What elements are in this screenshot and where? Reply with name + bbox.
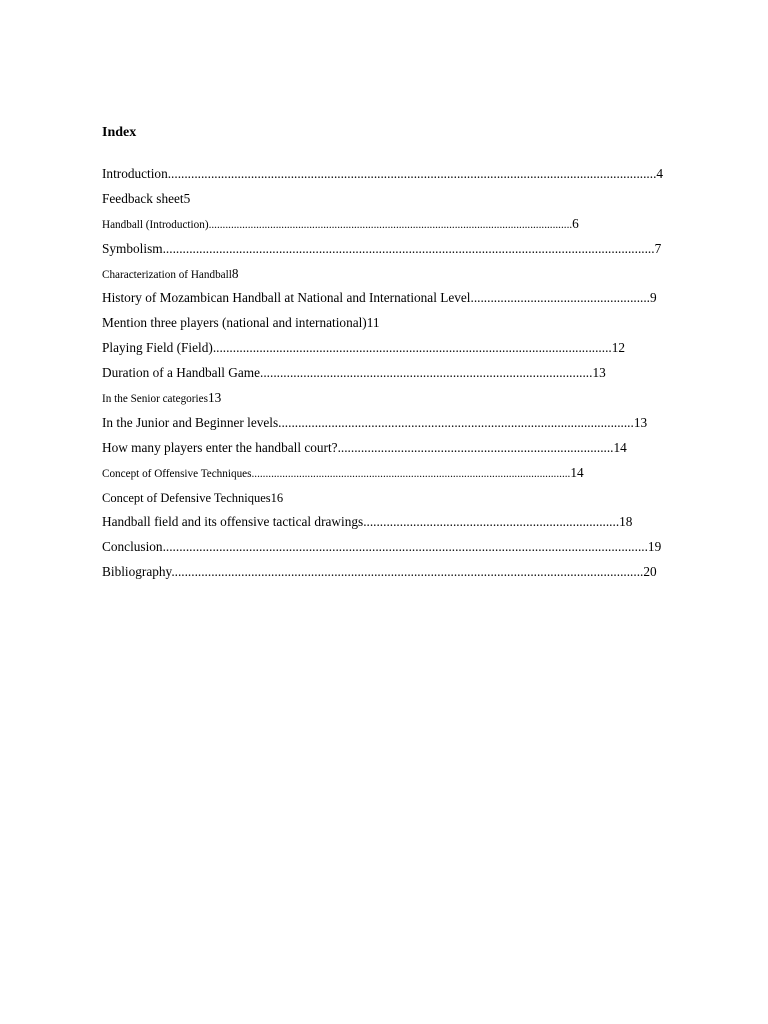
toc-entry [102,363,722,388]
toc-entry-title: In the Junior and Beginner levels [102,414,279,430]
toc-entry-page: 8 [231,265,239,281]
toc-entry [102,288,722,313]
toc-entry-dots: .................................................................................................................................................. [162,539,648,555]
toc-entry-title: Feedback sheet [102,190,184,206]
toc-entry-line [102,438,627,458]
toc-entry-title: Duration of a Handball Game [102,365,261,381]
toc-entry-page: 11 [366,315,380,331]
toc-entry-line [102,537,661,557]
toc-entry-line [102,562,657,582]
toc-entry-line [102,488,283,508]
toc-entry-page: 7 [654,240,662,256]
toc-entry-page: 16 [270,490,284,505]
toc-entry-title: In the Senior categories [102,393,208,406]
toc-entry [102,239,722,264]
toc-entry-line [102,338,625,358]
toc-entry-title: Handball (Introduction) [102,218,209,231]
toc-entry-page: 14 [570,464,584,480]
toc-entry-line [102,363,606,383]
table-of-contents [102,164,722,587]
toc-entry-dots: ........................................................................................................... [278,414,634,430]
toc-entry [102,537,722,562]
toc-entry-line [102,264,239,285]
toc-entry-dots: .................................................................................................................................. [208,218,573,231]
toc-entry-page: 12 [611,340,626,356]
toc-entry [102,413,722,438]
toc-entry-line [102,189,190,209]
toc-entry-title: Symbolism [102,240,163,256]
toc-entry-title: How many players enter the handball court? [102,439,338,455]
toc-entry-title: Introduction [102,166,168,181]
toc-entry-page: 18 [619,514,633,530]
toc-entry-page: 5 [183,190,191,206]
index-heading: Index [102,125,137,140]
toc-entry [102,512,722,537]
toc-entry-dots: ............................................................................. [363,514,620,530]
toc-entry [102,313,722,338]
toc-entry [102,164,722,189]
toc-entry-line [102,214,579,235]
toc-entry-dots: ...................................................... [470,290,651,306]
toc-entry-dots: .................................................................................................... [260,365,593,381]
toc-entry-page: 4 [656,166,664,181]
toc-entry-title: Conclusion [102,539,163,555]
toc-entry-page: 19 [647,539,662,555]
toc-entry-page: 13 [207,390,222,406]
toc-entry-dots: ................................................................................................................................................... [167,166,657,181]
toc-entry-page: 13 [633,414,648,430]
toc-entry-line [102,463,584,484]
toc-entry-title: History of Mozambican Handball at National and International Level [102,290,471,306]
toc-entry [102,438,722,463]
toc-entry-dots: ................................................................................... [337,439,614,455]
toc-entry-title: Mention three players (national and international) [102,315,367,331]
toc-entry [102,338,722,363]
toc-entry-line [102,512,632,532]
toc-entry [102,463,722,488]
toc-entry [102,214,722,239]
toc-entry-dots: .............................................................................................................................................. [171,564,644,580]
toc-entry-title: Bibliography [102,564,172,580]
toc-entry-line [102,164,663,184]
toc-entry-page: 13 [592,365,606,381]
toc-entry-dots: .................................................................................................................. [251,467,571,480]
toc-entry-line [102,388,221,409]
toc-entry-title: Handball field and its offensive tactical drawings [102,514,364,530]
toc-entry-dots: .................................................................................................................................................... [162,240,655,256]
toc-entry [102,264,722,289]
toc-entry-line [102,413,647,433]
toc-entry-page: 6 [572,215,579,231]
toc-entry-page: 9 [650,290,657,306]
toc-entry [102,388,722,413]
toc-entry [102,562,722,587]
toc-entry-title: Concept of Defensive Techniques [102,490,271,505]
toc-entry [102,189,722,214]
toc-entry-dots: ........................................................................................................................ [212,340,612,356]
toc-entry-line [102,239,661,259]
toc-entry-page: 14 [613,439,627,455]
toc-entry-line [102,313,380,333]
toc-entry [102,488,722,513]
toc-entry-title: Concept of Offensive Techniques [102,467,252,480]
toc-entry-page: 20 [643,564,657,580]
toc-entry-title: Characterization of Handball [102,268,232,281]
toc-entry-line [102,288,657,308]
toc-entry-title: Playing Field (Field) [102,340,213,356]
